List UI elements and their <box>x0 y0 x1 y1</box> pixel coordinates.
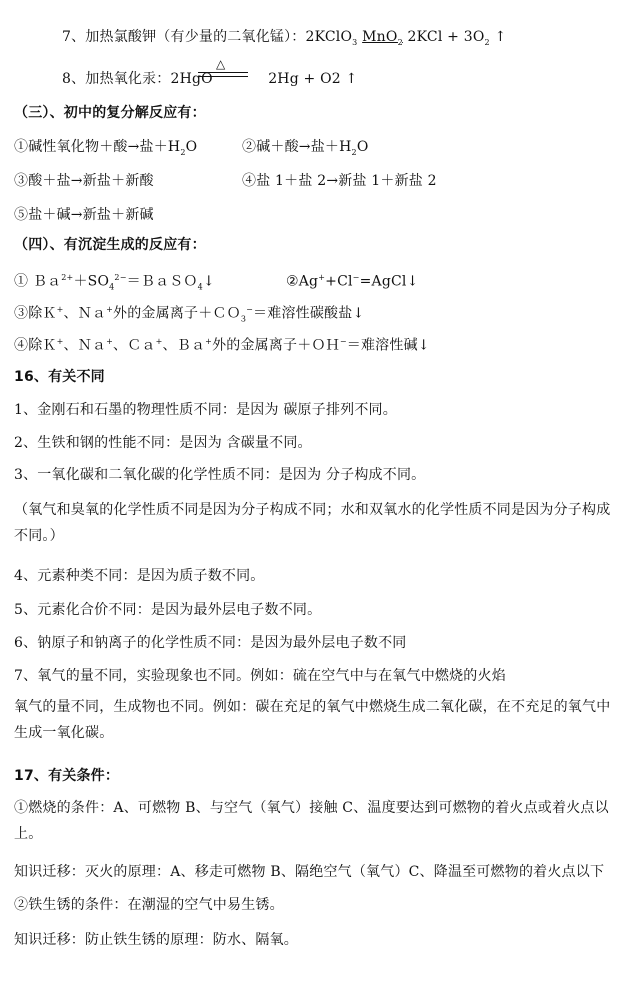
p3-4: 、Ｂａ <box>162 337 206 354</box>
s17-line-2-transfer: 知识迁移：防止铁生锈的原理：防水、隔氧。 <box>14 932 298 948</box>
p3-sup3: + <box>155 337 163 346</box>
double-row1a-sub: 2 <box>180 147 186 157</box>
s16-line-1: 1、金刚石和石墨的物理性质不同：是因为 碳原子排列不同。 <box>14 402 397 418</box>
p1b-sup1: + <box>318 273 326 282</box>
double-row1b-end: O <box>356 139 369 155</box>
p2-sup3: − <box>246 305 254 314</box>
item7-sub3: 2 <box>484 37 490 47</box>
item8-reactant: 8、加热氧化汞：2HgO <box>62 71 213 87</box>
item7-catalyst <box>362 29 403 45</box>
s17-line-2: ②铁生锈的条件：在潮湿的空气中易生锈。 <box>14 897 284 913</box>
p1b <box>286 268 419 292</box>
section-heading-precip: （四）、有沉淀生成的反应有： <box>14 237 206 253</box>
double-row-1 <box>14 137 626 163</box>
p2-sub: 3 <box>240 314 247 324</box>
equal-sign-bar <box>198 72 248 77</box>
p3-sup5: − <box>339 337 347 346</box>
s16-line-6: 6、钠原子和钠离子的化学性质不同：是因为最外层电子数不同 <box>14 635 407 651</box>
s16-line-4: 4、元素种类不同：是因为质子数不同。 <box>14 568 265 584</box>
p2-4: ＝难溶性碳酸盐↓ <box>253 305 365 322</box>
p1a-2: ＋SO <box>73 273 110 290</box>
item7-catalyst-sub: 2 <box>397 37 403 47</box>
p3-sup1: + <box>56 337 64 346</box>
s16-line-5: 5、元素化合价不同：是因为最外层电子数不同。 <box>14 602 322 618</box>
item7-catalyst-text: MnO <box>362 29 398 45</box>
double-row2a: ③酸＋盐→新盐＋新酸 <box>14 173 154 189</box>
s16-line-3-note: （氧气和臭氧的化学性质不同是因为分子构成不同；水和双氧水的化学性质不同是因为分子构成不同。） <box>14 502 611 544</box>
p1a-4: ↓ <box>202 273 215 290</box>
decomposition-item-7 <box>62 27 626 53</box>
p1a-1: ① Ｂａ <box>14 273 62 290</box>
p1a-sup1: 2+ <box>61 273 74 282</box>
double-row1b <box>242 137 369 163</box>
p2-sup2: + <box>106 305 114 314</box>
p3-1: ④除Ｋ <box>14 337 57 354</box>
p1a-3: ＝ＢａＳＯ <box>126 273 198 290</box>
p1a-sub: 4 <box>109 282 115 292</box>
s16-line-7b: 氧气的量不同，生成物也不同。例如：碳在充足的氧气中燃烧生成二氧化碳，在不充足的氧气中生成一氧化碳。 <box>14 699 611 741</box>
section-heading-16: 16、有关不同 <box>14 369 105 385</box>
s16-line-7: 7、氧气的量不同，实验现象也不同。例如：硫在空气中与在氧气中燃烧的火焰 <box>14 668 506 684</box>
p2-sup1: + <box>56 305 64 314</box>
precip-row-1 <box>14 268 626 297</box>
s17-line-1: ①燃烧的条件：A、可燃物 B、与空气（氧气）接触 C、温度要达到可燃物的着火点或着火点以上。 <box>14 800 609 842</box>
p3-2: 、Ｎａ <box>63 337 107 354</box>
item7-gas-arrow: ↑ <box>494 29 507 45</box>
double-row-2 <box>14 171 626 191</box>
p1b-3: =AgCl↓ <box>359 273 419 290</box>
p2-1: ③除Ｋ <box>14 305 57 322</box>
p1a-sup2: 2− <box>114 273 127 282</box>
p3-sup2: + <box>106 337 114 346</box>
double-row1a: ①碱性氧化物＋酸→盐＋H <box>14 139 181 155</box>
p3-5: 外的金属离子＋ＯＨ <box>212 337 340 354</box>
p2-3: 外的金属离子＋ＣＯ <box>113 305 241 322</box>
p3-sup4: + <box>205 337 213 346</box>
decomposition-item-8 <box>62 69 626 89</box>
s16-line-3: 3、一氧化碳和二氧化碳的化学性质不同：是因为 分子构成不同。 <box>14 467 426 483</box>
p1a-sub2: 4 <box>197 282 203 292</box>
p1b-1: ②Ag <box>286 273 319 290</box>
double-row1b-text: ②碱＋酸→盐＋H <box>242 139 352 155</box>
item7-products: 2KCl + 3O <box>407 29 485 45</box>
s17-line-1-transfer: 知识迁移：灭火的原理：A、移走可燃物 B、隔绝空气（氧气）C、降温至可燃物的着火点以下 <box>14 864 605 880</box>
item7-sub1: 3 <box>352 37 358 47</box>
double-row-3: ⑤盐＋碱→新盐＋新碱 <box>14 207 154 223</box>
heat-condition-icon: △ <box>216 57 226 71</box>
p1b-2: +Cl <box>325 273 353 290</box>
section-heading-double: （三）、初中的复分解反应有： <box>14 105 206 121</box>
double-row2b: ④盐 1＋盐 2→新盐 1＋新盐 2 <box>242 173 437 189</box>
section-heading-17: 17、有关条件： <box>14 768 120 784</box>
item8-gas-arrow: ↑ <box>345 71 358 87</box>
p3-6: ＝难溶性碱↓ <box>346 337 430 354</box>
double-row1a-end: O <box>185 139 198 155</box>
double-row1b-sub: 2 <box>351 147 357 157</box>
item7-reactant: 7、加热氯酸钾（有少量的二氧化锰）：2KClO <box>62 29 353 45</box>
precip-row-2 <box>14 300 626 329</box>
p2-2: 、Ｎａ <box>63 305 107 322</box>
item8-products: 2Hg + O2 <box>268 71 341 87</box>
p3-3: 、Ｃａ <box>113 337 156 354</box>
p1b-sup2: − <box>352 273 360 282</box>
s16-line-2: 2、生铁和钢的性能不同：是因为 含碳量不同。 <box>14 435 312 451</box>
precip-row-3 <box>14 332 626 356</box>
